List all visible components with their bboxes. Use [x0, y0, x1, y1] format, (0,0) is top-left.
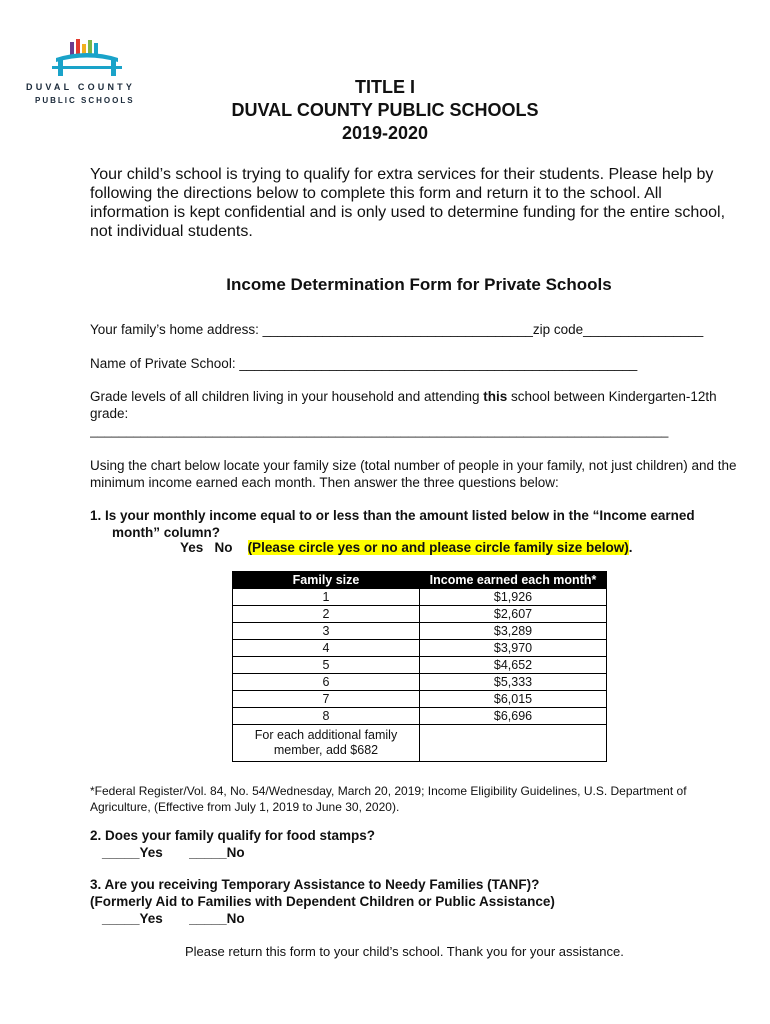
question-3-line1: 3. Are you receiving Temporary Assistance to Needy Families (TANF)?	[90, 877, 540, 892]
table-row[interactable]	[233, 589, 607, 606]
family-size-cell[interactable]: 8	[233, 708, 420, 725]
school-name-field[interactable]: Name of Private School: _____________________________________________________	[90, 356, 638, 371]
table-header-row	[233, 572, 607, 589]
income-cell: $6,015	[420, 691, 607, 708]
footnote: *Federal Register/Vol. 84, No. 54/Wednesday, March 20, 2019; Income Eligibility Guidelines, U.S. Department of Agriculture, (Effective from July 1, 2019 to June 30, 2020).	[90, 784, 687, 814]
question-3-line2: (Formerly Aid to Families with Dependent Children or Public Assistance)	[90, 894, 555, 909]
table-row[interactable]	[233, 640, 607, 657]
additional-member-cell	[233, 725, 420, 762]
family-size-cell[interactable]: 5	[233, 657, 420, 674]
q1-yes[interactable]: Yes	[180, 540, 204, 555]
instructions: Using the chart below locate your family size (total number of people in your family, not just children) and the minimum income earned each month. Then answer the three questions below:	[90, 458, 737, 490]
family-size-cell[interactable]: 2	[233, 606, 420, 623]
income-cell: $5,333	[420, 674, 607, 691]
income-cell: $4,652	[420, 657, 607, 674]
income-cell: $3,289	[420, 623, 607, 640]
logo-line2: PUBLIC SCHOOLS	[35, 96, 135, 105]
table-row[interactable]	[233, 657, 607, 674]
title-line1: TITLE I	[355, 77, 415, 97]
grade-text-bold: this	[483, 389, 508, 404]
income-cell: $6,696	[420, 708, 607, 725]
intro-paragraph: Your child’s school is trying to qualify for extra services for their students. Please help by following the directions below to complete this form and return it to the school. All information is kept confidential and is only used to determine funding for the entire school, not individual students.	[90, 166, 726, 240]
logo-line1: DUVAL COUNTY	[26, 82, 136, 92]
table-row[interactable]	[233, 623, 607, 640]
header-income: Income earned each month*	[420, 572, 607, 589]
bridge-logo-icon	[52, 36, 122, 80]
income-cell: $3,970	[420, 640, 607, 657]
q1-period: .	[628, 540, 633, 555]
family-size-cell[interactable]: 1	[233, 589, 420, 606]
grade-text-pre: Grade levels of all children living in your household and attending	[90, 389, 484, 404]
title-line3: 2019-2020	[341, 123, 429, 143]
table-row-additional	[233, 725, 607, 762]
form-title: Income Determination Form for Private Schools	[226, 275, 612, 294]
q2-no-blank[interactable]: _____No	[189, 845, 245, 860]
q3-no-blank[interactable]: _____No	[189, 911, 245, 926]
table-row[interactable]	[233, 691, 607, 708]
closing-text: Please return this form to your child’s school. Thank you for your assistance.	[185, 944, 624, 959]
family-size-cell[interactable]: 6	[233, 674, 420, 691]
question-1-answer	[180, 540, 740, 557]
q1-no[interactable]: No	[214, 540, 233, 555]
q2-yes-blank[interactable]: _____Yes	[102, 845, 163, 860]
header-family-size: Family size	[233, 572, 420, 589]
table-row[interactable]	[233, 674, 607, 691]
q1-note: (Please circle yes or no and please circle family size below)	[247, 540, 629, 555]
table-row[interactable]	[233, 708, 607, 725]
grade-levels-label	[90, 389, 740, 422]
title-line2: DUVAL COUNTY PUBLIC SCHOOLS	[231, 100, 539, 120]
question-2-answers	[102, 845, 752, 862]
income-table	[232, 571, 607, 762]
family-size-cell[interactable]: 7	[233, 691, 420, 708]
question-2: 2. Does your family qualify for food stamps?	[90, 828, 376, 843]
family-size-cell[interactable]: 3	[233, 623, 420, 640]
additional-member-text: For each additional family member, add $682	[254, 728, 398, 757]
empty-cell	[420, 725, 607, 762]
grade-text-post: school between Kindergarten-12th grade:	[90, 389, 717, 421]
address-field[interactable]: Your family’s home address: ____________________________________zip code________________	[90, 322, 704, 337]
grade-levels-field[interactable]: ________________________________________________________________________________	[90, 423, 669, 438]
question-1: 1. Is your monthly income equal to or less than the amount listed below in the “Income earned month” column?	[90, 508, 695, 540]
question-3-answers	[102, 911, 752, 928]
family-size-cell[interactable]: 4	[233, 640, 420, 657]
q3-yes-blank[interactable]: _____Yes	[102, 911, 163, 926]
table-row[interactable]	[233, 606, 607, 623]
income-cell: $2,607	[420, 606, 607, 623]
income-cell: $1,926	[420, 589, 607, 606]
